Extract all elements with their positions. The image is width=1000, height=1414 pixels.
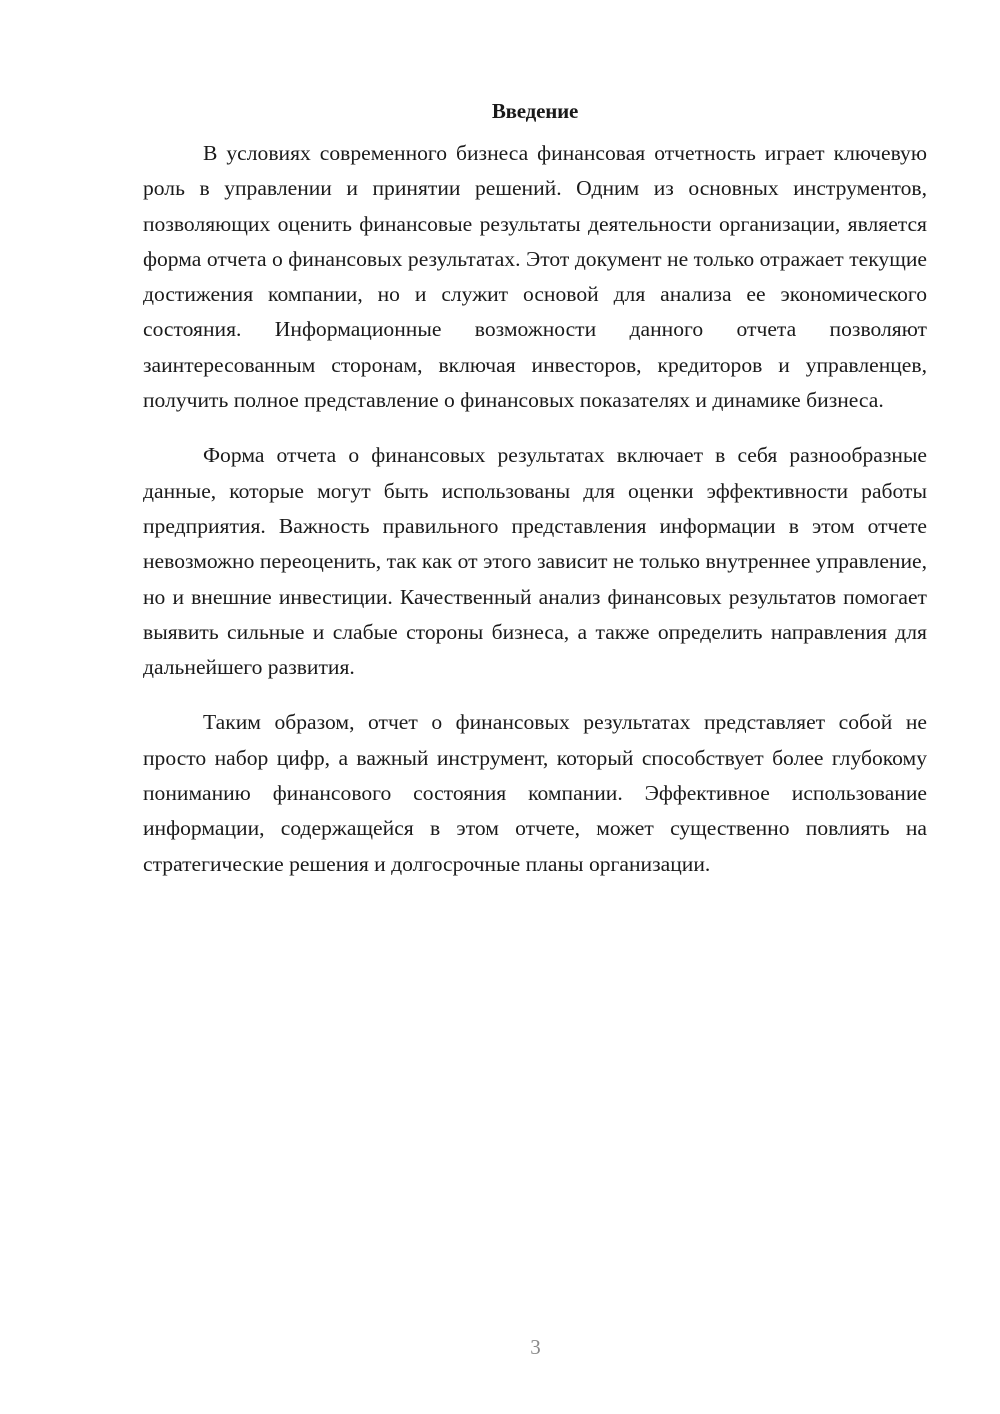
section-title: Введение xyxy=(491,99,579,123)
page-content xyxy=(143,94,927,882)
page-number: 3 xyxy=(530,1335,541,1359)
paragraph-2: Форма отчета о финансовых результатах включает в себя разнообразные данные, которые могут быть использованы для оценки эффективности работы предприятия. Важность правильного представления информации в этом отчете невозможно переоценить, так как от этого зависит не только внутреннее управление, но и внешние инвестиции. Качественный анализ финансовых результатов помогает выявить сильные и слабые стороны бизнеса, а также определить направления для дальнейшего развития. xyxy=(143,443,927,680)
paragraph-1: В условиях современного бизнеса финансовая отчетность играет ключевую роль в управлении и принятии решений. Одним из основных инструментов, позволяющих оценить финансовые результаты деятельности организации, является форма отчета о финансовых результатах. Этот документ не только отражает текущие достижения компании, но и служит основой для анализа ее экономического состояния. Информационные возможности данного отчета позволяют заинтересованным сторонам, включая инвесторов, кредиторов и управленцев, получить полное представление о финансовых показателях и динамике бизнеса. xyxy=(143,141,927,413)
paragraph-3: Таким образом, отчет о финансовых результатах представляет собой не просто набор цифр, а важный инструмент, который способствует более глубокому пониманию финансового состояния компании. Эффективное использование информации, содержащейся в этом отчете, может существенно повлиять на стратегические решения и долгосрочные планы организации. xyxy=(143,710,927,876)
